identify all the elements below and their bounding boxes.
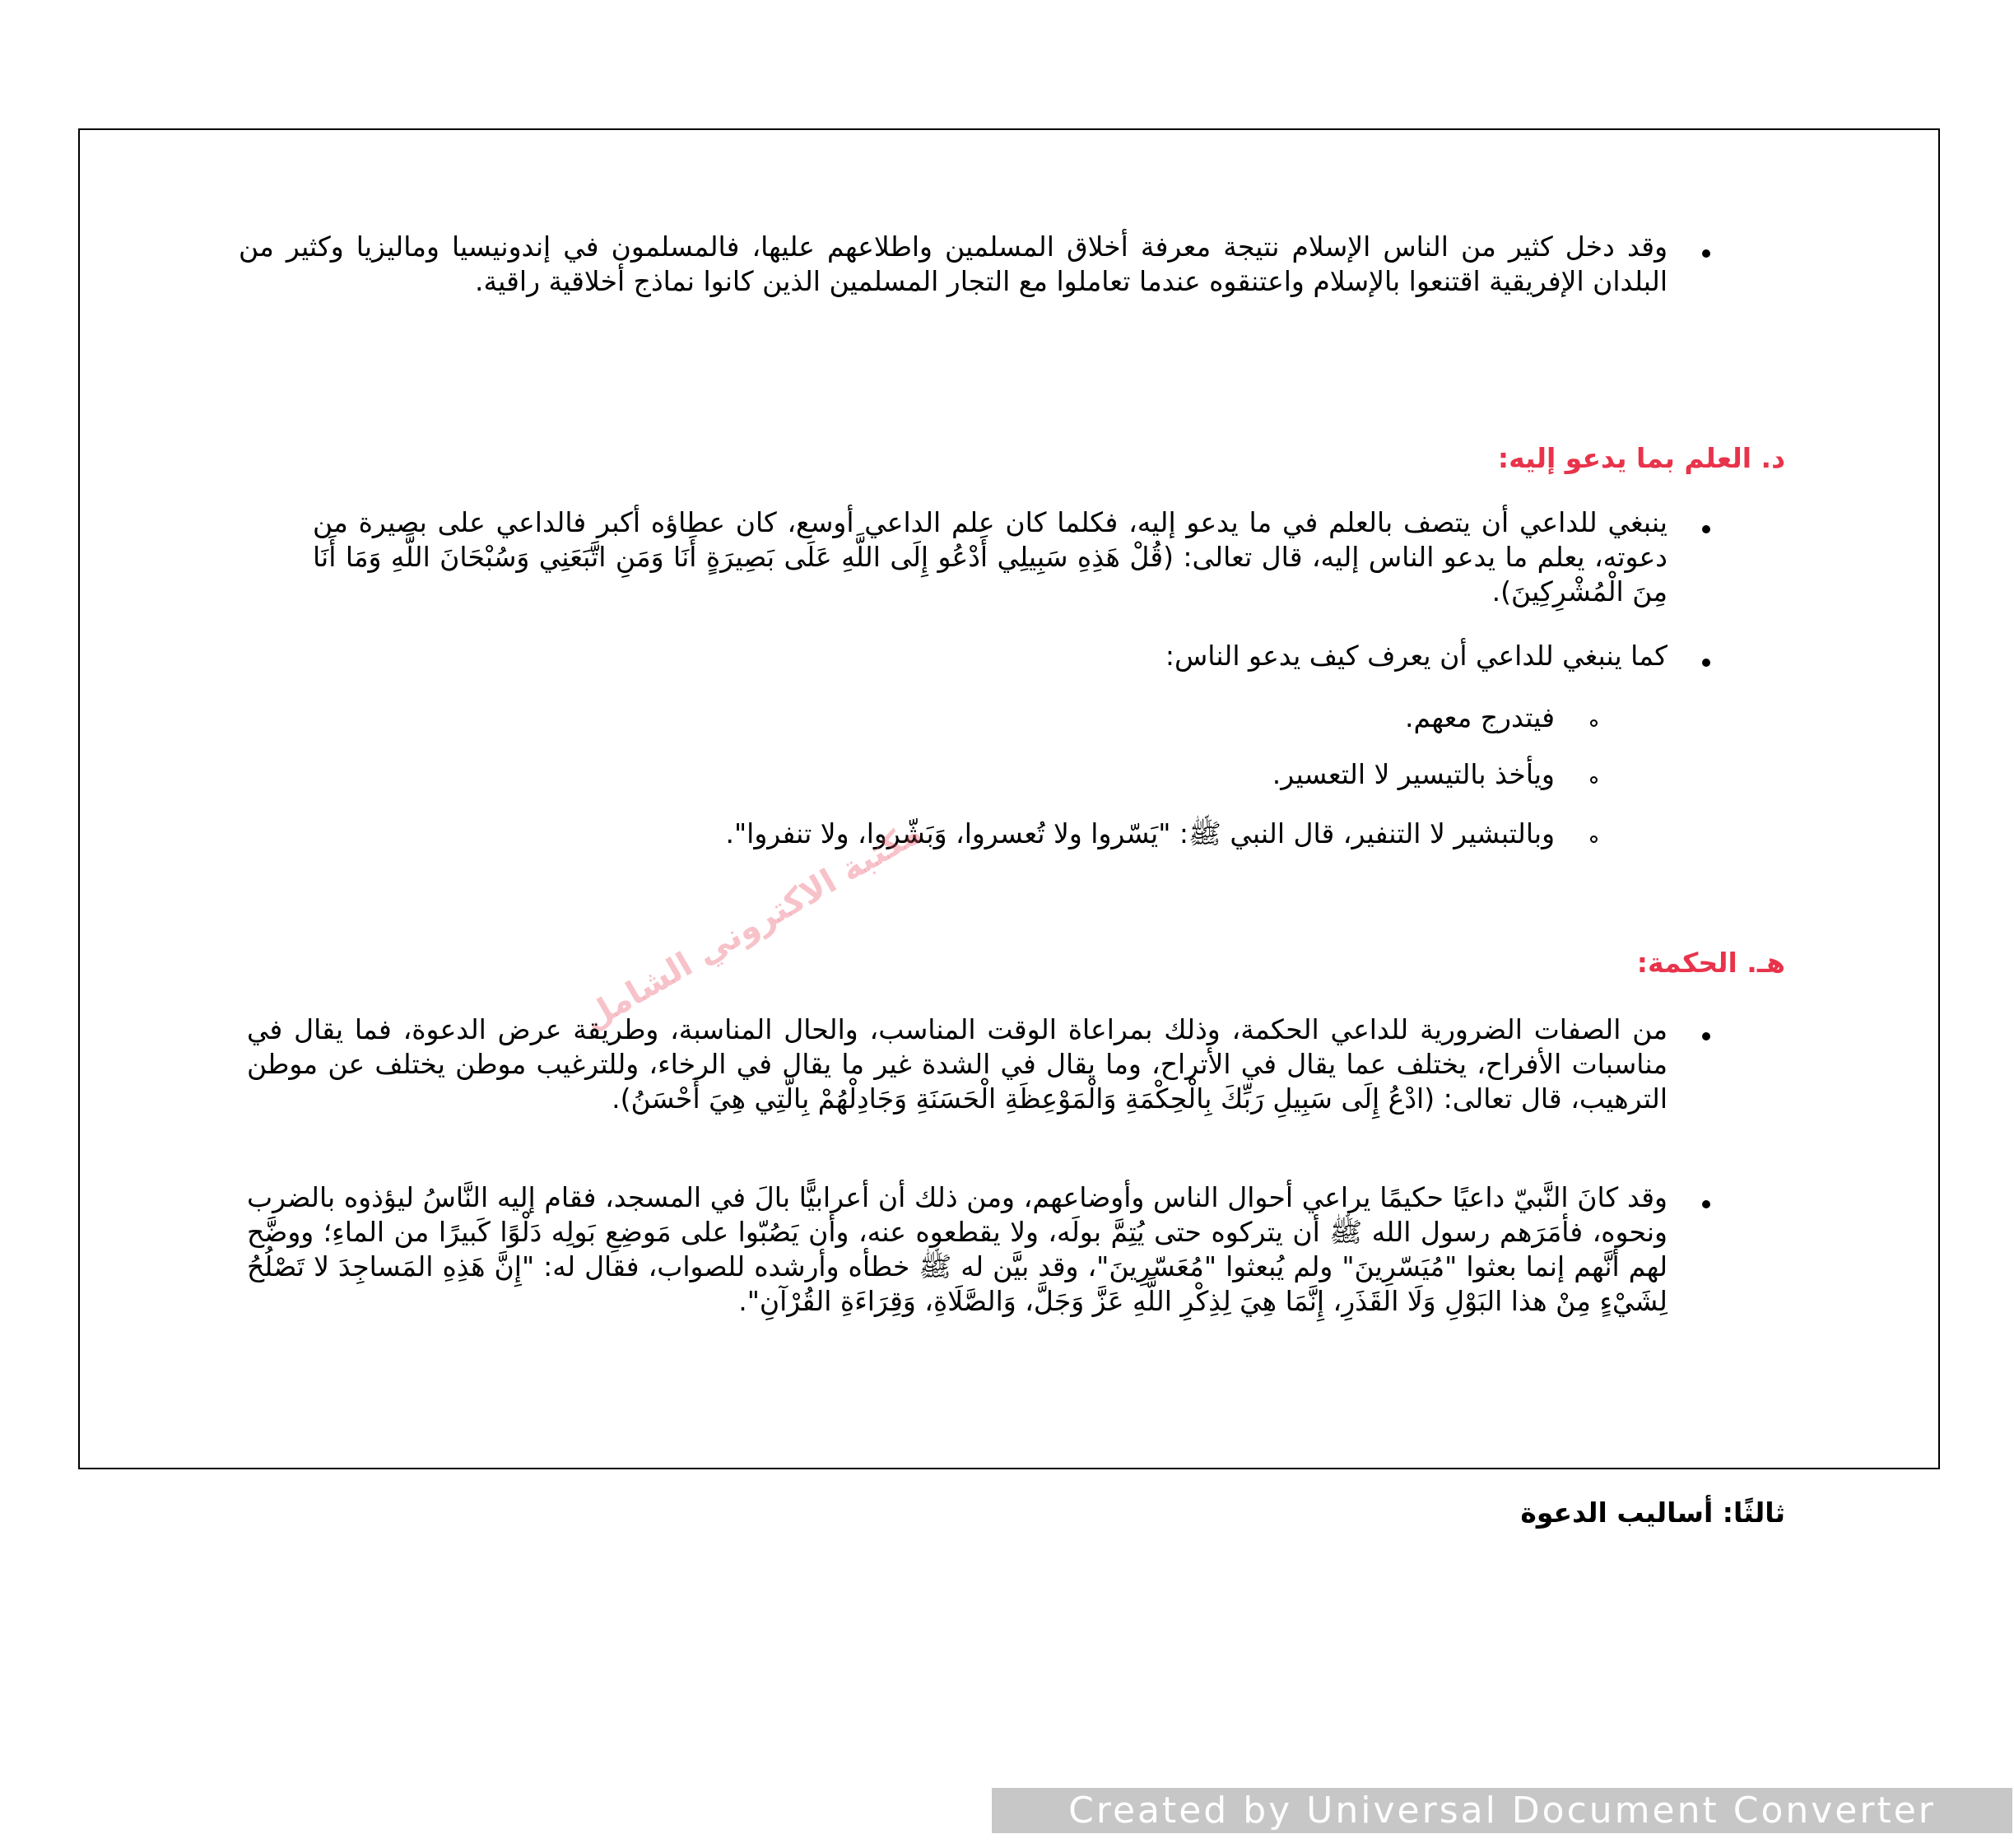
knowledge-sub-item-3: وبالتبشير لا التنفير، قال النبي ﷺ: "يَسّروا ولا تُعسروا، وَبَشّروا، ولا تنفروا". xyxy=(725,817,1555,850)
sub-bullet-marker xyxy=(1590,776,1598,784)
sub-bullet-marker xyxy=(1590,719,1598,727)
bullet-marker xyxy=(1702,249,1710,258)
bullet-marker xyxy=(1702,659,1710,667)
bullet-marker xyxy=(1702,1200,1710,1208)
bullet-marker xyxy=(1702,525,1710,533)
section-heading-wisdom: هـ. الحكمة: xyxy=(1636,947,1785,979)
section-heading-methods: ثالثًا: أساليب الدعوة xyxy=(1520,1497,1785,1529)
intro-paragraph: وقد دخل كثير من الناس الإسلام نتيجة معرفة أخلاق المسلمين واطلاعهم عليها، فالمسلمون في إندونيسيا وماليزيا وكثير من البلدان الإفريقية اقتنعوا بالإسلام واعتنقوه عندما تعاملوا مع التجار المسلمين الذين كانوا نماذج أخلاقية راقية. xyxy=(239,230,1667,297)
wisdom-paragraph-2: وقد كانَ النَّبيّ داعيًا حكيمًا يراعي أحوال الناس وأوضاعهم، ومن ذلك أن أعرابيًّا بالَ في المسجد، فقام إليه النَّاسُ ليؤذوه بالضرب ونحوه، فأمَرَهم رسول الله ﷺ أن يتركوه حتى يُتِمَّ بولَه، ولا يقطعوه عنه، وأن يَصُبّوا على مَوضِعِ بَولِه دَلْوًا كَبيرًا من الماءِ؛ ووضَّح لهم أنَّهم إنما بعثوا "مُيَسّرِينَ" ولم يُبعثوا "مُعَسّرِينَ"، وقد بيَّن له ﷺ خطأه وأرشده للصواب، فقال له: "إِنَّ هَذِهِ المَساجِدَ لا تَصْلُحُ لِشَيْءٍ مِنْ هذا البَوْلِ وَلَا القَذَرِ، إِنَّمَا هِيَ لِذِكْرِ اللَّهِ عَزَّ وَجَلَّ، وَالصَّلَاةِ، وَقِرَاءَةِ القُرْآنِ". xyxy=(247,1181,1667,1317)
watermark-text: مكتبة الاكتروني الشامل xyxy=(576,813,928,1038)
section-heading-knowledge: د. العلم بما يدعو إليه: xyxy=(1497,442,1785,474)
bullet-marker xyxy=(1702,1032,1710,1040)
knowledge-sub-item-2: ويأخذ بالتيسير لا التعسير. xyxy=(1272,758,1555,790)
sub-bullet-marker xyxy=(1590,836,1598,843)
knowledge-paragraph-2: كما ينبغي للداعي أن يعرف كيف يدعو الناس: xyxy=(1165,640,1667,672)
knowledge-sub-item-1: فيتدرج معهم. xyxy=(1405,701,1555,733)
wisdom-paragraph-1: من الصفات الضرورية للداعي الحكمة، وذلك بمراعاة الوقت المناسب، والحال المناسبة، وطريقة عرض الدعوة، فما يقال في مناسبات الأفراح، يختلف عما يقال في الأتراح، وما يقال في الشدة غير ما يقال في الرخاء، وللترغيب موطن يختلف عن موطن الترهيب، قال تعالى: (ادْعُ إِلَى سَبِيلِ رَبِّكَ بِالْحِكْمَةِ وَالْمَوْعِظَةِ الْحَسَنَةِ وَجَادِلْهُمْ بِالَّتِي هِيَ أَحْسَنُ). xyxy=(247,1013,1667,1115)
knowledge-paragraph-1: ينبغي للداعي أن يتصف بالعلم في ما يدعو إليه، فكلما كان علم الداعي أوسع، كان عطاؤه أكبر فالداعي على بصيرة من دعوته، يعلم ما يدعو الناس إليه، قال تعالى: (قُلْ هَذِهِ سَبِيلِي أَدْعُو إِلَى اللَّهِ عَلَى بَصِيرَةٍ أَنَا وَمَنِ اتَّبَعَنِي وَسُبْحَانَ اللَّهِ وَمَا أَنَا مِنَ الْمُشْرِكِينَ). xyxy=(313,506,1667,607)
converter-footer-banner: Created by Universal Document Converter xyxy=(992,1788,2012,1833)
